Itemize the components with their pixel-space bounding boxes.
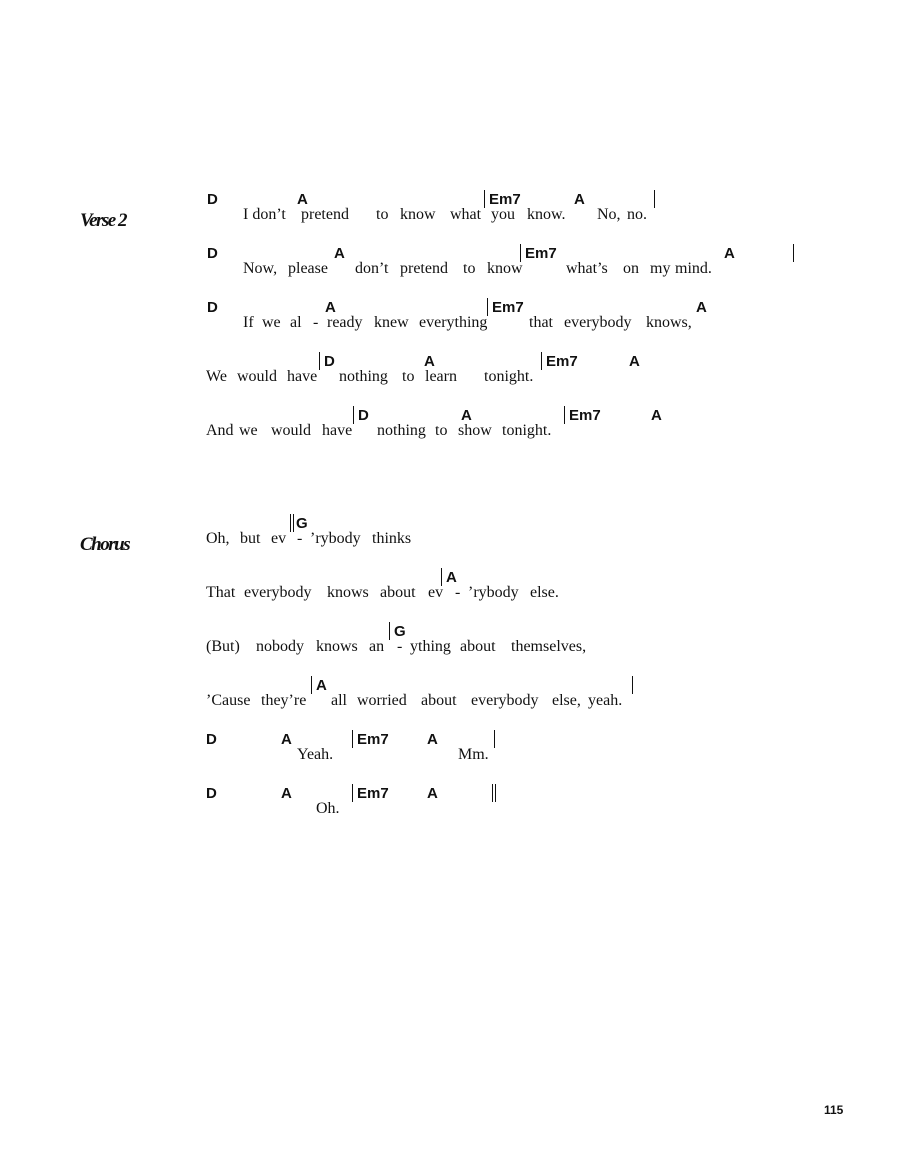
chord-name: A <box>446 569 457 586</box>
lyric-syllable: knew <box>374 314 409 331</box>
chord-lyric-line <box>0 246 900 296</box>
barline <box>353 406 354 424</box>
chord-name: Em7 <box>489 191 521 208</box>
barline <box>541 352 542 370</box>
barline <box>654 190 655 208</box>
lyric-syllable: about <box>380 584 416 601</box>
chord <box>358 408 369 423</box>
lyric-syllable: ’rybody <box>468 584 519 601</box>
lyric-syllable: tonight. <box>484 368 534 385</box>
chord: A <box>427 785 438 802</box>
lyric-syllable: know <box>400 206 436 223</box>
lyric-syllable: That <box>206 584 236 601</box>
barline <box>311 676 312 694</box>
lyric-syllable: but <box>240 530 261 547</box>
chord: A <box>297 191 308 208</box>
chord <box>357 732 389 747</box>
lyric-syllable: what’s <box>566 260 608 277</box>
chord: A <box>281 785 292 802</box>
lyric-syllable: would <box>237 368 277 385</box>
chord-lyric-line <box>0 732 900 782</box>
chord: A <box>427 731 438 748</box>
section-label-chorus: Chorus <box>80 534 130 555</box>
chord: G <box>296 515 308 532</box>
chord-lyric-line <box>0 192 900 242</box>
chord <box>316 678 327 693</box>
chord: D <box>207 299 218 316</box>
chord-name: Em7 <box>569 407 601 424</box>
lyric-syllable: pretend <box>301 206 349 223</box>
lyric-syllable: on <box>623 260 639 277</box>
barline <box>484 190 485 208</box>
chord-name: D <box>358 407 369 424</box>
lyric-syllable: they’re <box>261 692 307 709</box>
lyric-syllable: no. <box>627 206 647 223</box>
lyric-syllable: nothing <box>377 422 426 439</box>
chord <box>569 408 601 423</box>
chord: A <box>651 407 662 424</box>
lyric-syllable: please <box>288 260 328 277</box>
chord-lyric-line <box>0 624 900 674</box>
lyric-syllable: to <box>376 206 389 223</box>
lyric-syllable: Now, <box>243 260 278 277</box>
page-number: 115 <box>824 1103 844 1117</box>
chord <box>394 624 406 639</box>
chord: A <box>334 245 345 262</box>
chord <box>492 300 524 315</box>
lyric-syllable: you <box>491 206 515 223</box>
lyric-syllable: knows <box>316 638 358 655</box>
lyric-syllable: al <box>290 314 302 331</box>
lyric-syllable: yeah. <box>588 692 623 709</box>
lyric-syllable: And <box>206 422 234 439</box>
lyric-syllable: have <box>287 368 318 385</box>
section-label-verse-2: Verse 2 <box>80 210 126 231</box>
lyric-syllable: - <box>297 530 303 547</box>
chord <box>324 354 335 369</box>
chord-lyric-line <box>0 570 900 620</box>
chord: A <box>574 191 585 208</box>
chord-lyric-line <box>0 300 900 350</box>
barline <box>564 406 565 424</box>
lyric-syllable: to <box>435 422 448 439</box>
chord-lyric-line <box>0 408 900 458</box>
chord: A <box>281 731 292 748</box>
lyric-syllable: Oh. <box>316 800 340 817</box>
lyric-syllable: ything <box>410 638 451 655</box>
chord: A <box>325 299 336 316</box>
chord: A <box>461 407 472 424</box>
lyric-syllable: ’rybody <box>310 530 361 547</box>
lyric-syllable: we <box>239 422 258 439</box>
lyric-syllable: show <box>458 422 492 439</box>
lyric-syllable: learn <box>425 368 457 385</box>
chord <box>525 246 557 261</box>
chord: D <box>206 785 217 802</box>
barline <box>352 784 353 802</box>
lyric-syllable: We <box>206 368 227 385</box>
lyric-syllable: nobody <box>256 638 304 655</box>
chord-lyric-line <box>0 516 900 566</box>
lyric-syllable: about <box>421 692 457 709</box>
lyric-syllable: ready <box>327 314 363 331</box>
chord-lyric-line <box>0 354 900 404</box>
chord: A <box>724 245 735 262</box>
chord: A <box>424 353 435 370</box>
lyric-syllable: about <box>460 638 496 655</box>
barline <box>389 622 390 640</box>
barline <box>319 352 320 370</box>
lyric-syllable: know <box>487 260 523 277</box>
lyric-syllable: know. <box>527 206 566 223</box>
chord: A <box>629 353 640 370</box>
chord-name: Em7 <box>357 785 389 802</box>
lyric-syllable: Oh, <box>206 530 230 547</box>
lyric-syllable: themselves, <box>511 638 587 655</box>
lyric-syllable: to <box>463 260 476 277</box>
lyric-syllable: to <box>402 368 415 385</box>
chord-lyric-line <box>0 786 900 836</box>
lyric-syllable: everybody <box>471 692 539 709</box>
lyric-syllable: my <box>650 260 671 277</box>
chord-name: A <box>316 677 327 694</box>
lyric-syllable: Yeah. <box>297 746 334 763</box>
lyric-syllable: an <box>369 638 385 655</box>
double-barline <box>290 514 294 532</box>
lyric-syllable: ev <box>428 584 444 601</box>
lyric-syllable: we <box>262 314 281 331</box>
chord: A <box>696 299 707 316</box>
chord-name: D <box>324 353 335 370</box>
barline <box>793 244 794 262</box>
lyric-syllable: nothing <box>339 368 388 385</box>
chord-name: Em7 <box>546 353 578 370</box>
lyric-syllable: else. <box>530 584 559 601</box>
barline <box>494 730 495 748</box>
chord-name: Em7 <box>525 245 557 262</box>
chord <box>489 192 521 207</box>
chord: D <box>207 245 218 262</box>
chord <box>546 354 578 369</box>
lyric-syllable: what <box>450 206 482 223</box>
lyric-syllable: knows, <box>646 314 692 331</box>
lyric-syllable: else, <box>552 692 581 709</box>
chord-name: Em7 <box>357 731 389 748</box>
lyric-syllable: tonight. <box>502 422 552 439</box>
lyric-syllable: all <box>331 692 347 709</box>
lyric-syllable: mind. <box>675 260 712 277</box>
lyric-syllable: ev <box>271 530 287 547</box>
lyric-syllable: - <box>455 584 461 601</box>
lyric-syllable: (But) <box>206 638 240 655</box>
lyric-syllable: Mm. <box>458 746 489 763</box>
lyric-syllable: ’Cause <box>206 692 251 709</box>
lyric-syllable: thinks <box>372 530 412 547</box>
lyric-syllable: - <box>397 638 403 655</box>
chord: D <box>207 191 218 208</box>
chord-name: G <box>394 623 406 640</box>
chord-lyric-line <box>0 678 900 728</box>
lyric-syllable: everybody <box>564 314 632 331</box>
lyric-syllable: No, <box>597 206 621 223</box>
lyric-syllable: worried <box>357 692 407 709</box>
lyric-syllable: If <box>243 314 254 331</box>
lyric-syllable: knows <box>327 584 369 601</box>
barline <box>632 676 633 694</box>
barline <box>352 730 353 748</box>
barline <box>487 298 488 316</box>
lyric-syllable: would <box>271 422 311 439</box>
lyric-syllable: don’t <box>355 260 389 277</box>
chord: D <box>206 731 217 748</box>
chord <box>446 570 457 585</box>
chord <box>357 786 389 801</box>
lyric-syllable: that <box>529 314 553 331</box>
lyric-syllable: have <box>322 422 353 439</box>
chord-name: Em7 <box>492 299 524 316</box>
lyric-syllable: everybody <box>244 584 312 601</box>
lyric-syllable: - <box>313 314 319 331</box>
lyric-syllable: pretend <box>400 260 448 277</box>
lyric-syllable: I don’t <box>243 206 286 223</box>
final-double-barline <box>492 784 496 802</box>
lyric-syllable: everything <box>419 314 488 331</box>
